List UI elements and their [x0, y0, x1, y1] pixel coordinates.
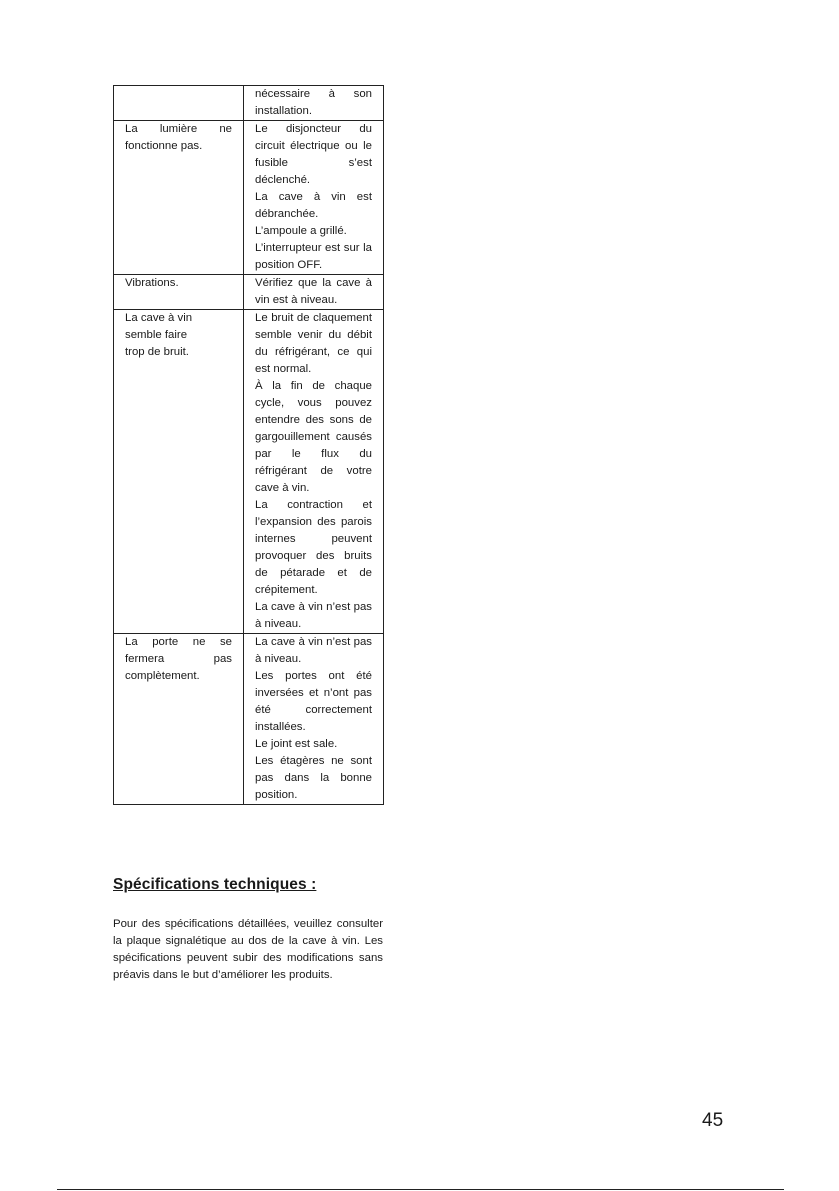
problem-cell-text: semble faire [125, 329, 188, 341]
cause-cell-text: Le disjoncteur du circuit électrique ou le fusible s’est déclenché. [255, 123, 372, 186]
problem-cell [114, 275, 244, 310]
section-body: Pour des spécifications détaillées, veuillez consulter la plaque signalétique au dos de la cave à vin. Les spécifications peuvent subir des modifications sans préavis dans le but d’améliorer les produits. [113, 918, 383, 981]
cause-cell-text: Les étagères ne sont pas dans la bonne position. [255, 755, 372, 801]
cause-cell-text: L’interrupteur est sur la position OFF. [255, 242, 372, 271]
troubleshooting-table [113, 85, 384, 805]
cause-cell-text: Les portes ont été inversées et n’ont pas été correctement installées. [255, 670, 372, 733]
cause-cell-text: Le joint est sale. [255, 738, 338, 750]
cause-cell [244, 86, 384, 121]
troubleshooting-table-body [114, 86, 384, 805]
cause-cell-text: Vérifiez que la cave à vin est à niveau. [255, 277, 372, 306]
problem-cell [114, 310, 244, 634]
cause-cell [244, 310, 384, 634]
problem-cell [114, 86, 244, 121]
problem-cell-text: Vibrations. [125, 277, 179, 289]
cause-cell-text: L’ampoule a grillé. [255, 225, 347, 237]
problem-cell-text: La lumière ne fonctionne pas. [125, 123, 232, 152]
cause-cell-text: La cave à vin n’est pas à niveau. [255, 601, 372, 630]
table-row [114, 275, 384, 310]
cause-cell [244, 121, 384, 275]
table-row [114, 121, 384, 275]
cause-cell-text: La cave à vin n’est pas à niveau. [255, 636, 372, 665]
cause-cell [244, 634, 384, 805]
cause-cell-text: La contraction et l’expansion des parois internes peuvent provoquer des bruits de pétarade et de crépitement. [255, 499, 372, 596]
footer-rule [57, 1189, 784, 1190]
table-row [114, 634, 384, 805]
cause-cell-text: La cave à vin est débranchée. [255, 191, 372, 220]
cause-cell-text: Le bruit de claquement semble venir du débit du réfrigérant, ce qui est normal. [255, 312, 372, 375]
cause-cell [244, 275, 384, 310]
problem-cell-text [125, 86, 232, 103]
problem-cell-text: La cave à vin [125, 312, 193, 324]
table-row [114, 310, 384, 634]
problem-cell [114, 121, 244, 275]
problem-cell-text: trop de bruit. [125, 346, 189, 358]
table-row [114, 86, 384, 121]
cause-cell-text: À la fin de chaque cycle, vous pouvez entendre des sons de gargouillement causés par le flux du réfrigérant de votre cave à vin. [255, 380, 372, 494]
cause-cell-text: nécessaire à son installation. [255, 88, 372, 117]
problem-cell-text: La porte ne se fermera pas complètement. [125, 636, 232, 682]
section-heading: Spécifications techniques : [113, 876, 317, 893]
problem-cell [114, 634, 244, 805]
page-number: 45 [702, 1110, 724, 1131]
